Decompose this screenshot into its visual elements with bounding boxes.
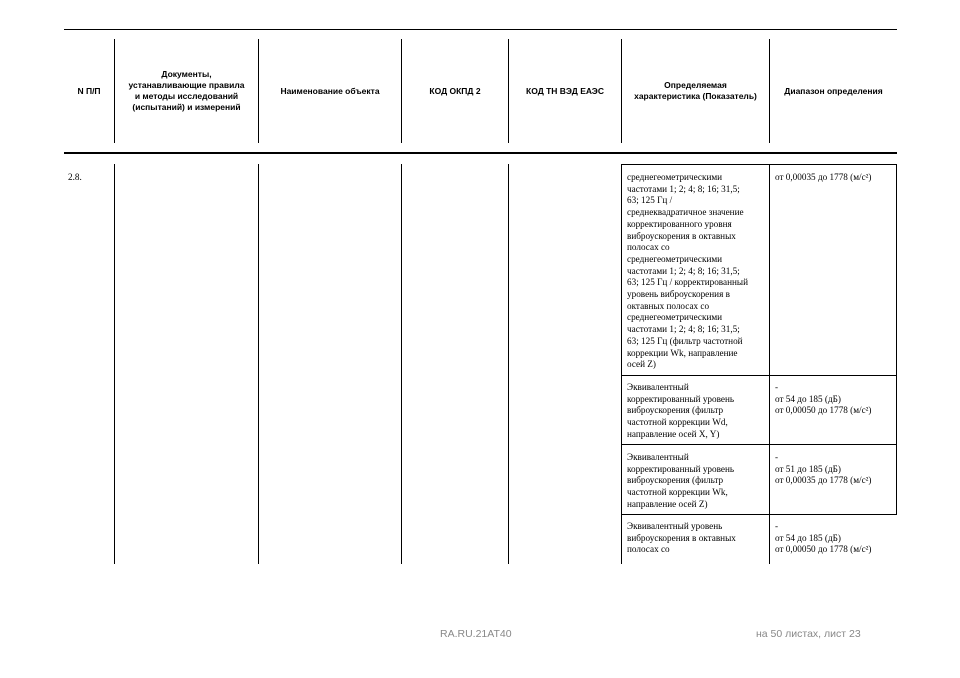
range-cell: - от 54 до 185 (дБ) от 0,00050 до 1778 (м/с²) <box>775 382 872 416</box>
footer-page-info: на 50 листах, лист 23 <box>756 628 861 640</box>
header-col-object <box>259 40 401 142</box>
header-col-characteristic <box>622 40 769 142</box>
range-cell: - от 51 до 185 (дБ) от 0,00035 до 1778 (м/с²) <box>775 452 872 486</box>
footer-doc-id: RA.RU.21AT40 <box>440 628 512 640</box>
header-col-number <box>64 40 114 142</box>
header-col-tnved-label: КОД ТН ВЭД ЕАЭС <box>526 85 604 96</box>
characteristic-cell: Эквивалентный корректированный уровень виброускорения (фильтр частотной коррекции Wd, направление осей X, Y) <box>627 382 735 439</box>
subrow-rule <box>621 444 897 445</box>
table-top-rule <box>64 29 897 30</box>
body-divider <box>508 164 509 564</box>
body-divider <box>114 164 115 564</box>
header-bottom-rule <box>64 152 897 154</box>
header-col-characteristic-label: Определяемая характеристика (Показатель) <box>634 80 757 101</box>
characteristic-cell: Эквивалентный уровень виброускорения в октавных полосах со <box>627 521 736 555</box>
header-col-range-label: Диапазон определения <box>784 85 883 96</box>
body-divider <box>258 164 259 564</box>
header-col-okpd-label: КОД ОКПД 2 <box>429 85 481 96</box>
range-cell: - от 54 до 185 (дБ) от 0,00050 до 1778 (м/с²) <box>775 521 872 555</box>
header-col-tnved <box>509 40 621 142</box>
header-col-okpd <box>402 40 508 142</box>
range-cell: от 0,00035 до 1778 (м/с²) <box>775 172 872 182</box>
characteristic-cell: Эквивалентный корректированный уровень виброускорения (фильтр частотной коррекции Wk, направление осей Z) <box>627 452 735 509</box>
subrow-rule <box>621 164 897 165</box>
subrow-rule <box>621 514 897 515</box>
header-col-number-label: N П/П <box>77 85 101 96</box>
table-right-edge <box>896 164 897 515</box>
subrow-rule <box>621 375 897 376</box>
body-divider <box>769 164 770 564</box>
body-divider <box>621 164 622 564</box>
characteristic-cell: среднегеометрическими частотами 1; 2; 4; 8; 16; 31,5; 63; 125 Гц / среднеквадратичное значение корректированного уровня виброускорения в октавных полосах со среднегеометрическими частотами 1; 2; 4; 8; 16; 31,5; 63; 125 Гц / корректированный уровень виброускорения в октавных полосах со среднегеометрическими частотами 1; 2; 4; 8; 16; 31,5; 63; 125 Гц (фильтр частотной коррекции Wk, направление осей Z) <box>627 172 749 370</box>
header-col-documents <box>115 40 258 142</box>
row-number: 2.8. <box>68 172 82 182</box>
header-col-documents-label: Документы, устанавливающие правила и методы исследований (испытаний) и измерений <box>128 69 245 112</box>
header-col-object-label: Наименование объекта <box>280 85 380 96</box>
body-divider <box>401 164 402 564</box>
header-col-range <box>770 40 897 142</box>
